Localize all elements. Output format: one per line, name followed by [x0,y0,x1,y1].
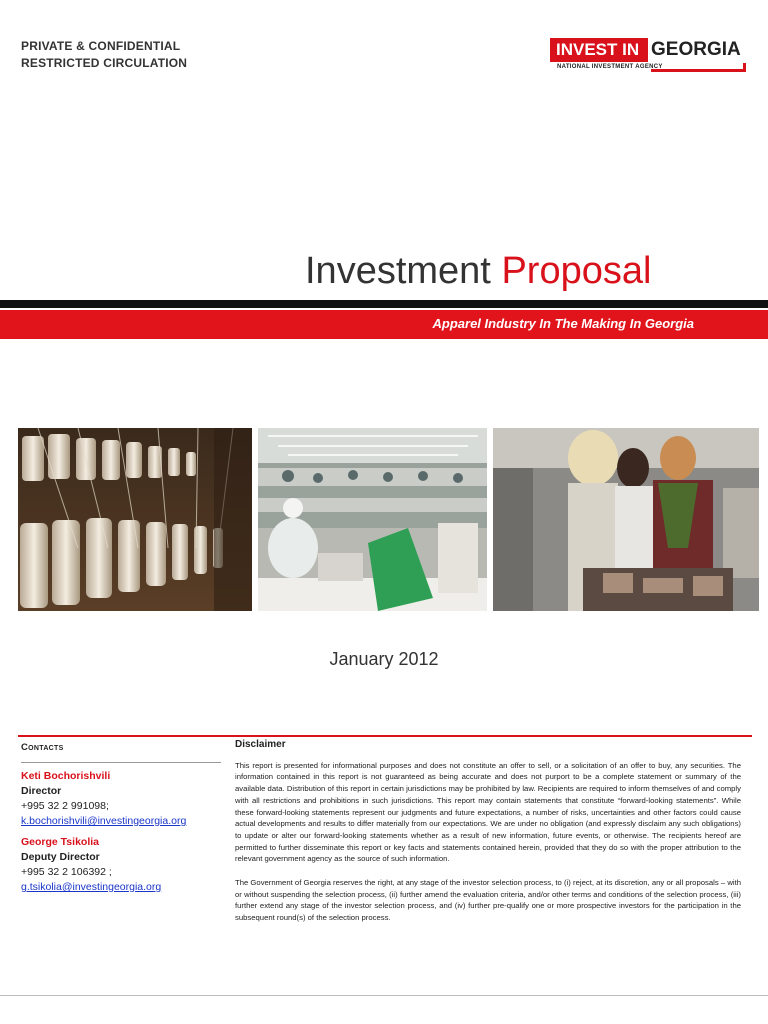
contacts-panel [21,740,226,895]
fabric-shopping-image [493,428,759,611]
contact-email-link[interactable]: k.bochorishvili@investingeorgia.org [21,815,187,827]
contact-name: George Tsikolia [21,836,99,848]
logo-invest-in: INVEST IN [550,38,648,62]
photo-garment-factory [258,428,487,611]
contact-email-link[interactable]: g.tsikolia@investingeorgia.org [21,881,162,893]
contact-person [21,835,226,895]
subtitle: Apparel Industry In The Making In Georgia [432,316,694,331]
confidential-line-1: PRIVATE & CONFIDENTIAL [21,39,181,53]
garment-factory-image [258,428,487,611]
confidentiality-notice [21,38,187,72]
disclaimer-section [235,739,741,936]
contacts-heading: Contacts [21,742,64,753]
footer-rule [0,995,768,996]
logo-agency: NATIONAL INVESTMENT AGENCY [557,64,663,70]
title-part-1: Investment [305,250,491,292]
title-part-2: Proposal [501,250,652,292]
disclaimer-paragraph-1: This report is presented for informational purposes and does not constitute an offer to sell, or a solicitation of an offer to buy, any securities. The information contained in this report is not guaranteed as being accurate and does not purport to be a complete statement or summary of the available data. Distribution of this report in certain jurisdictions may be prohibited by law. Recipients are required to inform themselves of and comply with all restrictions and prohibitions in such jurisdictions. This report may contain statements that constitute “forward-looking statements”. While these forward-looking statements represent our judgments and future expectations, a number of risks, uncertainties and other factors could cause actual developments and results to differ materially from our expectations. We are under no obligation (and expressly disclaim any such obligations) to update or alter our forward-looking statements whether as a result of new information, future events, or otherwise. The recipients hereof are permitted to further disseminate this report or key facts and statements contained herein, provided that they do so with the proper attribution to the relevant government agency as the source of such information. [235,760,741,864]
photo-fabric-shopping [493,428,759,611]
photo-thread-spools [18,428,252,611]
report-date: January 2012 [329,649,439,669]
disclaimer-heading: Disclaimer [235,739,286,750]
contact-role: Deputy Director [21,851,100,863]
thread-spools-image [18,428,252,611]
contact-name: Keti Bochorishvili [21,770,111,782]
contact-phone: +995 32 2 991098; [21,800,109,812]
invest-in-georgia-logo [550,38,748,72]
section-rule [18,735,752,737]
contacts-heading-rule [21,762,221,763]
disclaimer-paragraph-2: The Government of Georgia reserves the right, at any stage of the investor selection process, to (i) reject, at its discretion, any or all proposals – with or without suspending the selection process, (ii) further amend the evaluation criteria, and/or other terms and conditions of the selection process, (iii) further extend any stage of the investor selection process, and (iv) further pre-qualify one or more prospective investors for the participation in the subsequent round(s) of the selection process. [235,878,741,923]
subtitle-banner [0,310,768,339]
page-title [305,250,651,293]
contact-person [21,769,226,829]
contact-role: Director [21,785,62,797]
logo-georgia: GEORGIA [651,39,741,60]
title-rule-black [0,300,768,308]
logo-swoosh [651,63,746,72]
confidential-line-2: RESTRICTED CIRCULATION [21,56,188,70]
contact-phone: +995 32 2 106392 ; [21,866,112,878]
